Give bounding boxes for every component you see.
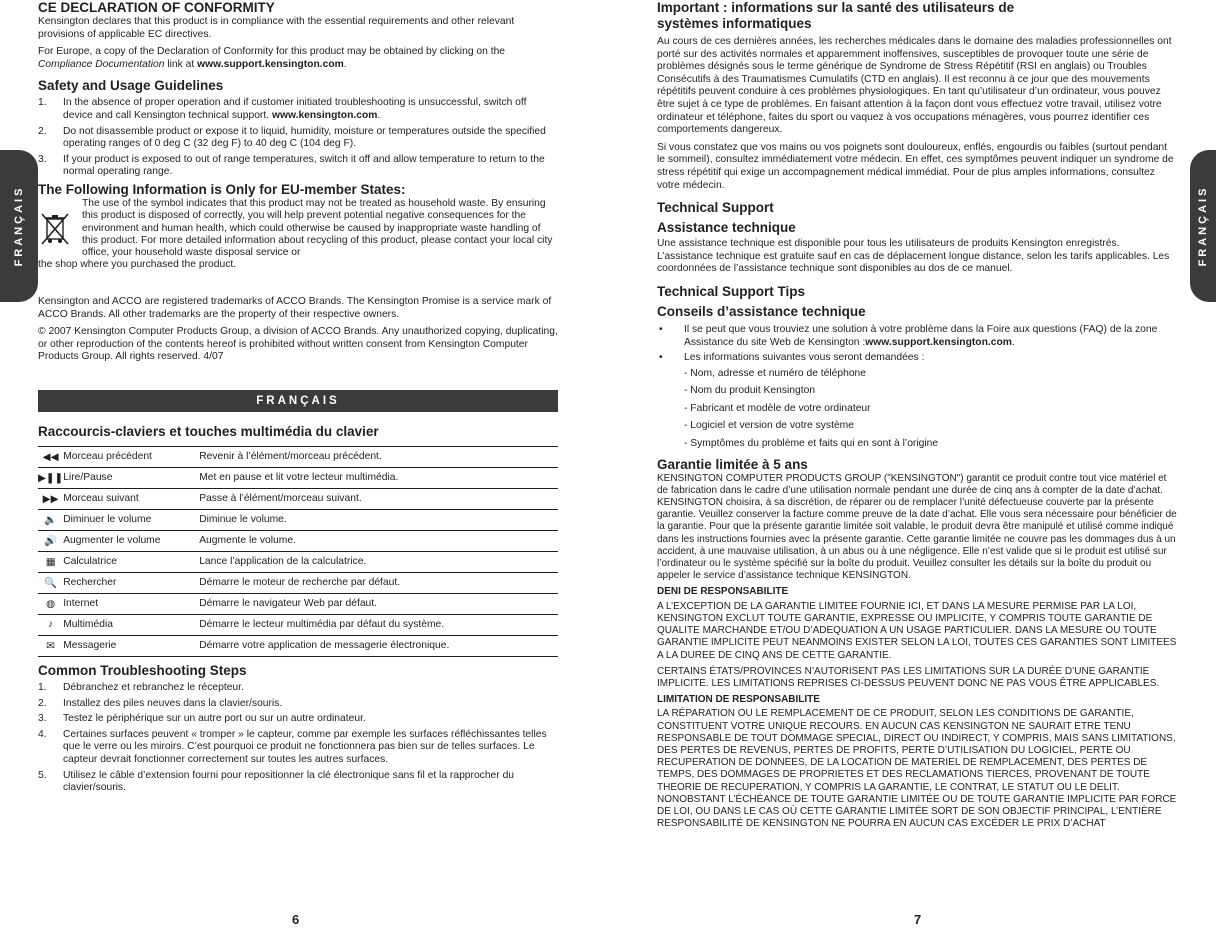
search-icon: 🔍 — [38, 572, 63, 593]
weee-bin-icon — [38, 198, 82, 259]
table-row: ▶❚❚ Lire/Pause Met en pause et lit votre lecteur multimédia. — [38, 467, 558, 488]
table-row: ◍ Internet Démarre le navigateur Web par défaut. — [38, 593, 558, 614]
shortcuts-table — [38, 446, 558, 657]
liability-paragraph: LA RÉPARATION OU LE REMPLACEMENT DE CE PRODUIT, SELON LES CONDITIONS DE GARANTIE, CONSTITUENT VOTRE UNIQUE RECOURS. EN AUCUN CAS KENSINGTON NE SAURAIT ETRE TENU RESPONSABLE DE TOUT DOMMAGE SPECIAL, DIRECT OU INDIRECT, Y COMPRIS, MAIS SANS LIMITATIONS, DES PERTES DE REVENUS, PERTES DE PROFITS, PERTE D’UTILISATION DU LOGICIEL, PERTE OU RECUPERATION DE DONNEES, DE LA LOCATION DE MATERIEL DE REMPLACEMENT, DES PERTES DE TEMPS, DES DOMMAGES DE PROPRIETES ET DES RECLAMATIONS TIERCES, PROVENANT DE TOUTE THEORIE DE RECUPERATION, Y COMPRIS LA GARANTIE, LE CONTRAT, LE STATUT OU LE DELIT. NONOBSTANT L’ÉCHÉANCE DE TOUTE GARANTIE LIMITÉE OU DE TOUTE GARANTIE IMPLICITE PAR FORCE DE LOI, OU DANS LE CAS OÙ CETTE GARANTIE LIMITÉE SORT DE SON OBJECTIF PRINCIPAL, L’ENTIÈRE RESPONSABILITÉ DE KENSINGTON NE POURRA EN AUCUN CAS EXCÉDER LE PRIX D’ACHAT — [657, 708, 1177, 830]
list-item: 2. Do not disassemble product or expose it to liquid, humidity, moisture or temperatures outside the specified operating ranges of 0 deg C (32 deg F) to 40 deg C (104 deg F). — [38, 125, 546, 150]
health-paragraph-1: Au cours de ces dernières années, les recherches médicales dans le domaine des maladies professionnelles ont porté sur des activités normales et apparemment inoffensives, susceptibles de provoquer toute une série de problèmes désignés sous le terme générique de Syndrome de Stress Répétitif (RSI en anglais) ou Troubles Consécutifs à des Traumatismes Cumulatifs (CTD en anglais). Il est reconnu à ce jour que des mouvements répétitifs peuvent conduire à ces problèmes physiologiques. En tant qu’utilisateur d’un ordinateur, vous pouvez être sujet à ce type de problèmes. En faisant attention à la façon dont vous effectuez votre travail, utilisez votre ordinateur et téléphone, faites du sport ou vaquez à vos occupations ménagères, vous pourrez identifier ces comportements dangereux. — [657, 36, 1172, 136]
ce-title: CE DECLARATION OF CONFORMITY — [38, 0, 275, 15]
ce-paragraph-2: For Europe, a copy of the Declaration of Conformity for this product may be obtained by clicking on the Compliance Documentation link at www.support.kensington.com. — [38, 46, 506, 70]
side-tab-right — [1190, 150, 1216, 302]
list-item: 3. Testez le périphérique sur un autre port ou sur un autre ordinateur. — [38, 713, 366, 725]
safety-list — [38, 97, 558, 179]
trademark-paragraph: Kensington and ACCO are registered trademarks of ACCO Brands. The Kensington Promise is a service mark of ACCO Brands. All other trademarks are the property of their respective owners. — [38, 296, 552, 320]
assistance-title: Assistance technique — [657, 220, 796, 236]
table-row: ♪ Multimédia Démarre le lecteur multimédia par défaut du système. — [38, 614, 558, 635]
play-pause-icon: ▶❚❚ — [38, 467, 63, 488]
list-item: 2. Installez des piles neuves dans la clavier/souris. — [38, 697, 283, 709]
liability-title: LIMITATION DE RESPONSABILITE — [657, 694, 820, 706]
next-track-icon: ▶▶ — [38, 488, 63, 509]
side-tab-label: FRANÇAIS — [1197, 185, 1209, 267]
list-item: • Il se peut que vous trouviez une solution à votre problème dans la Foire aux questions (FAQ) de la zone Assistance du site Web de Kensington :www.support.kensington.com. — [659, 323, 1158, 348]
copyright-paragraph: © 2007 Kensington Computer Products Group, a division of ACCO Brands. Any unauthorized copying, duplicating, or other reproduction of the contents hereof is prohibited without written consent from Kensington Computer Products Group. All rights reserved. 4/07 — [38, 326, 558, 363]
disclaimer-paragraph-1: A L’EXCEPTION DE LA GARANTIE LIMITEE FOURNIE ICI, ET DANS LA MESURE PERMISE PAR LA LOI, KENSINGTON EXCLUT TOUTE GARANTIE, EXPRESSE OU IMPLICITE, Y COMPRIS TOUTE GARANTIE DE QUALITE MARCHANDE ET/OU D’ADEQUATION A UN USAGE PARTICULIER. DANS LA MESURE OU TOUTE GARANTIE IMPLICITE PEUT NEANMOINS EXISTER SELON LA LOI, TOUTES CES GARANTIES SONT LIMITEES A LA DUREE DE CINQ ANS DE CETTE GARANTIE. — [657, 600, 1177, 661]
list-item: • Les informations suivantes vous seront demandées : — [659, 352, 925, 364]
ce-paragraph-1: Kensington declares that this product is in compliance with the essential requirements and other relevant provisions of applicable EC directives. — [38, 16, 515, 40]
page-number-right: 7 — [914, 912, 922, 927]
list-item: - Fabricant et modèle de votre ordinateur — [684, 402, 871, 414]
side-tab-label: FRANÇAIS — [13, 185, 25, 267]
tips-list — [657, 324, 1177, 365]
envelope-icon: ✉ — [38, 635, 63, 656]
disclaimer-title: DENI DE RESPONSABILITE — [657, 586, 789, 598]
warranty-title: Garantie limitée à 5 ans — [657, 456, 808, 472]
language-banner: FRANÇAIS — [38, 390, 558, 412]
support-tips-title: Technical Support Tips — [657, 283, 806, 299]
required-info-list — [684, 368, 1177, 451]
table-row: ▶▶ Morceau suivant Passe à l’élément/morceau suivant. — [38, 488, 558, 509]
support-link[interactable]: www.support.kensington.com — [197, 58, 344, 70]
eu-title: The Following Information is Only for EU-member States: — [38, 181, 406, 197]
table-row: ✉ Messagerie Démarre votre application de messagerie électronique. — [38, 635, 558, 656]
technical-support-title: Technical Support — [657, 200, 774, 216]
page-number-left: 6 — [292, 912, 300, 927]
table-row: 🔉 Diminuer le volume Diminue le volume. — [38, 509, 558, 530]
list-item: 1. Débranchez et rebranchez le récepteur. — [38, 681, 244, 693]
list-item: 5. Utilisez le câble d’extension fourni pour repositionner la clé électronique sans fil et la rapprocher du clavier/souris. — [38, 769, 515, 794]
table-row: ◀◀ Morceau précédent Revenir à l’élément/morceau précédent. — [38, 446, 558, 467]
volume-up-icon: 🔊 — [38, 530, 63, 551]
shortcuts-title: Raccourcis-claviers et touches multimédia du clavier — [38, 423, 379, 439]
globe-icon: ◍ — [38, 593, 63, 614]
calculator-icon: ▦ — [38, 551, 63, 572]
eu-text-end: the shop where you purchased the product. — [38, 259, 237, 271]
side-tab-left — [0, 150, 38, 302]
eu-text: The use of the symbol indicates that this product may not be treated as household waste. By ensuring this product is disposed of correctly, you will help prevent potential negative consequences for the environment and human health, which could otherwise be caused by inappropriate waste handling of this product. For more detailed information about recycling of this product, please contact your local city office, your household waste disposal service or — [82, 197, 553, 259]
table-row: ▦ Calculatrice Lance l’application de la calculatrice. — [38, 551, 558, 572]
assistance-paragraph: Une assistance technique est disponible pour tous les utilisateurs de produits Kensington enregistrés. L’assistance technique est gratuite sauf en cas de déplacement longue distance, selon les tarifs applicables. Les coordonnées de l’assistance technique sont disponibles au dos de ce manuel. — [657, 238, 1170, 275]
list-item: - Symptômes du problème et faits qui en sont à l’origine — [684, 438, 939, 450]
table-row: 🔍 Rechercher Démarre le moteur de recherche par défaut. — [38, 572, 558, 593]
health-title: Important : informations sur la santé des utilisateurs de systèmes informatiques — [657, 0, 1015, 31]
troubleshooting-list — [38, 682, 558, 795]
table-row: 🔊 Augmenter le volume Augmente le volume. — [38, 530, 558, 551]
support-link[interactable]: www.support.kensington.com — [865, 336, 1012, 348]
list-item: 1. In the absence of proper operation and if customer initiated troubleshooting is unsuccessful, switch off device and call Kensington technical support. www.kensington.com. — [38, 97, 527, 121]
conseils-title: Conseils d’assistance technique — [657, 303, 866, 319]
list-item: 3. If your product is exposed to out of range temperatures, switch it off and allow temperature to return to the normal operating range. — [38, 153, 545, 178]
list-item: - Nom, adresse et numéro de téléphone — [684, 367, 867, 379]
volume-down-icon: 🔉 — [38, 509, 63, 530]
previous-track-icon: ◀◀ — [38, 446, 63, 467]
weee-block — [38, 198, 558, 259]
list-item: - Logiciel et version de votre système — [684, 420, 854, 432]
music-note-icon: ♪ — [38, 614, 63, 635]
safety-title: Safety and Usage Guidelines — [38, 78, 224, 94]
health-paragraph-2: Si vous constatez que vos mains ou vos poignets sont douloureux, enflés, engourdis ou faibles (surtout pendant le sommeil), consultez immédiatement votre médecin. En effet, ces symptômes peuvent indiquer un syndrome de stress répétitif qui exige un accompagnement médical immédiat. Pour de plus amples informations, consultez votre médecin. — [657, 141, 1174, 191]
list-item: - Nom du produit Kensington — [684, 385, 816, 397]
left-column — [38, 0, 558, 798]
kensington-link[interactable]: www.kensington.com — [271, 109, 378, 121]
disclaimer-paragraph-2: CERTAINS ÉTATS/PROVINCES N’AUTORISENT PAS LES LIMITATIONS SUR LA DURÉE D’UNE GARANTIE IMPLICITE. LES LIMITATIONS REPRISES CI-DESSUS PEUVENT DONC NE PAS VOUS ÊTRE APPLICABLES. — [657, 665, 1160, 689]
list-item: 4. Certaines surfaces peuvent « tromper » le capteur, comme par exemple les surfaces réfléchissantes telles que le verre ou les miroirs. C’est pourquoi ce produit ne fonctionnera pas bien sur de telles surfaces. Le capteur devrait fonctionner correctement sur toutes les autres surfaces. — [38, 728, 547, 765]
right-column — [657, 0, 1177, 830]
warranty-paragraph: KENSINGTON COMPUTER PRODUCTS GROUP ("KENSINGTON") garantit ce produit contre tout vice matériel et de fabrication dans le cadre d’une utilisation normale pendant une durée de cinq ans à compter de la date d’achat. KENSINGTON choisira, à sa discrétion, de réparer ou de remplacer l’unité défectueuse couverte par la présente garantie. Veuillez conserver la facture comme preuve de la date d’achat. Elle vous sera nécessaire pour bénéficier de la garantie. Pour que la présente garantie limitée soit valable, le produit devra être manipulé et utilisé comme indiqué dans les instructions fournies avec la présente garantie. Cette garantie limitée ne couvre pas les dommages dus à un accident, à une mauvaise utilisation, à un abus ou à une négligence. Elle n’est valide que si le produit est utilisé sur l’ordinateur ou le système spécifié sur la boîte du produit. Veuillez consulter les détails sur la boîte du produit ou appeler le service d’assistance technique KENSINGTON. — [657, 472, 1177, 582]
troubleshooting-title: Common Troubleshooting Steps — [38, 662, 247, 678]
